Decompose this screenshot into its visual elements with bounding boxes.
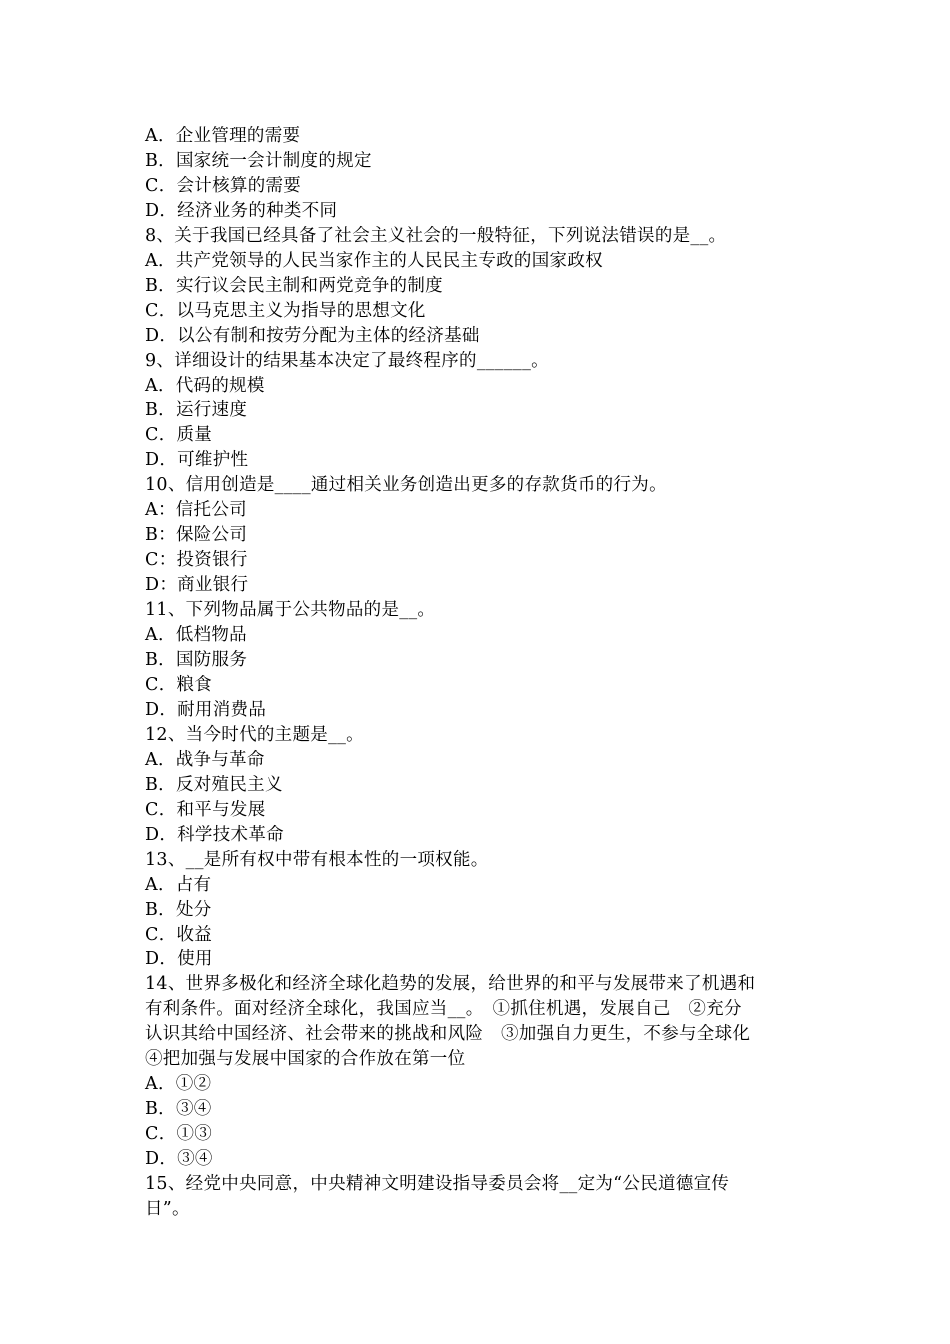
question-11: 11、下列物品属于公共物品的是__。 [145,600,436,621]
question-14-line: ④把加强与发展中国家的合作放在第一位 [145,1049,466,1070]
question-10: 10、信用创造是____通过相关业务创造出更多的存款货币的行为。 [145,475,667,496]
option-text: D．耐用消费品 [145,699,267,720]
option-text: A．①② [145,1074,212,1095]
option-text: D．可维护性 [145,450,249,471]
option-text: B．运行速度 [145,400,248,421]
question-13: 13、__是所有权中带有根本性的一项权能。 [145,849,489,870]
option-text: D．使用 [145,949,213,970]
option-text: C：投资银行 [145,550,248,571]
option-text: D：商业银行 [145,575,249,596]
option-text: C．会计核算的需要 [145,175,302,196]
option-text: D．科学技术革命 [145,824,284,845]
option-text: D．经济业务的种类不同 [145,200,338,221]
option-text: C．和平与发展 [145,799,266,820]
option-text: B：保险公司 [145,525,248,546]
question-12: 12、当今时代的主题是__。 [145,724,364,745]
option-text: C．以马克思主义为指导的思想文化 [145,300,426,321]
option-text: C．收益 [145,924,213,945]
option-text: D．③④ [145,1149,213,1170]
option-text: C．粮食 [145,674,213,695]
option-text: B．③④ [145,1099,212,1120]
option-text: B．反对殖民主义 [145,774,283,795]
question-15-line: 日”。 [145,1198,190,1219]
option-text: A：信托公司 [145,500,247,521]
question-14-line: 14、世界多极化和经济全球化趋势的发展，给世界的和平与发展带来了机遇和 [145,974,756,995]
option-text: A．代码的规模 [145,375,265,396]
option-text: A．战争与革命 [145,749,265,770]
option-text: A．共产党领导的人民当家作主的人民民主专政的国家政权 [145,250,603,271]
question-14-line: 有利条件。面对经济全球化，我国应当__。 ①抓住机遇，发展自己 ②充分 [145,999,742,1020]
option-text: B．实行议会民主制和两党竞争的制度 [145,275,443,296]
option-text: A．占有 [145,874,212,895]
option-text: B．国家统一会计制度的规定 [145,150,372,171]
option-text: D．以公有制和按劳分配为主体的经济基础 [145,325,480,346]
option-text: A．企业管理的需要 [145,126,301,146]
question-9: 9、详细设计的结果基本决定了最终程序的______。 [145,350,549,371]
option-text: C．①③ [145,1124,213,1145]
option-text: B．处分 [145,899,212,920]
question-8: 8、关于我国已经具备了社会主义社会的一般特征，下列说法错误的是__。 [145,225,727,246]
option-text: B．国防服务 [145,650,248,671]
document-page [145,124,807,1222]
option-text: A．低档物品 [145,625,247,646]
question-15-line: 15、经党中央同意，中央精神文明建设指导委员会将__定为“公民道德宣传 [145,1174,730,1195]
question-14-line: 认识其给中国经济、社会带来的挑战和风险 ③加强自力更生，不参与全球化 [145,1024,751,1045]
option-text: C．质量 [145,425,213,446]
